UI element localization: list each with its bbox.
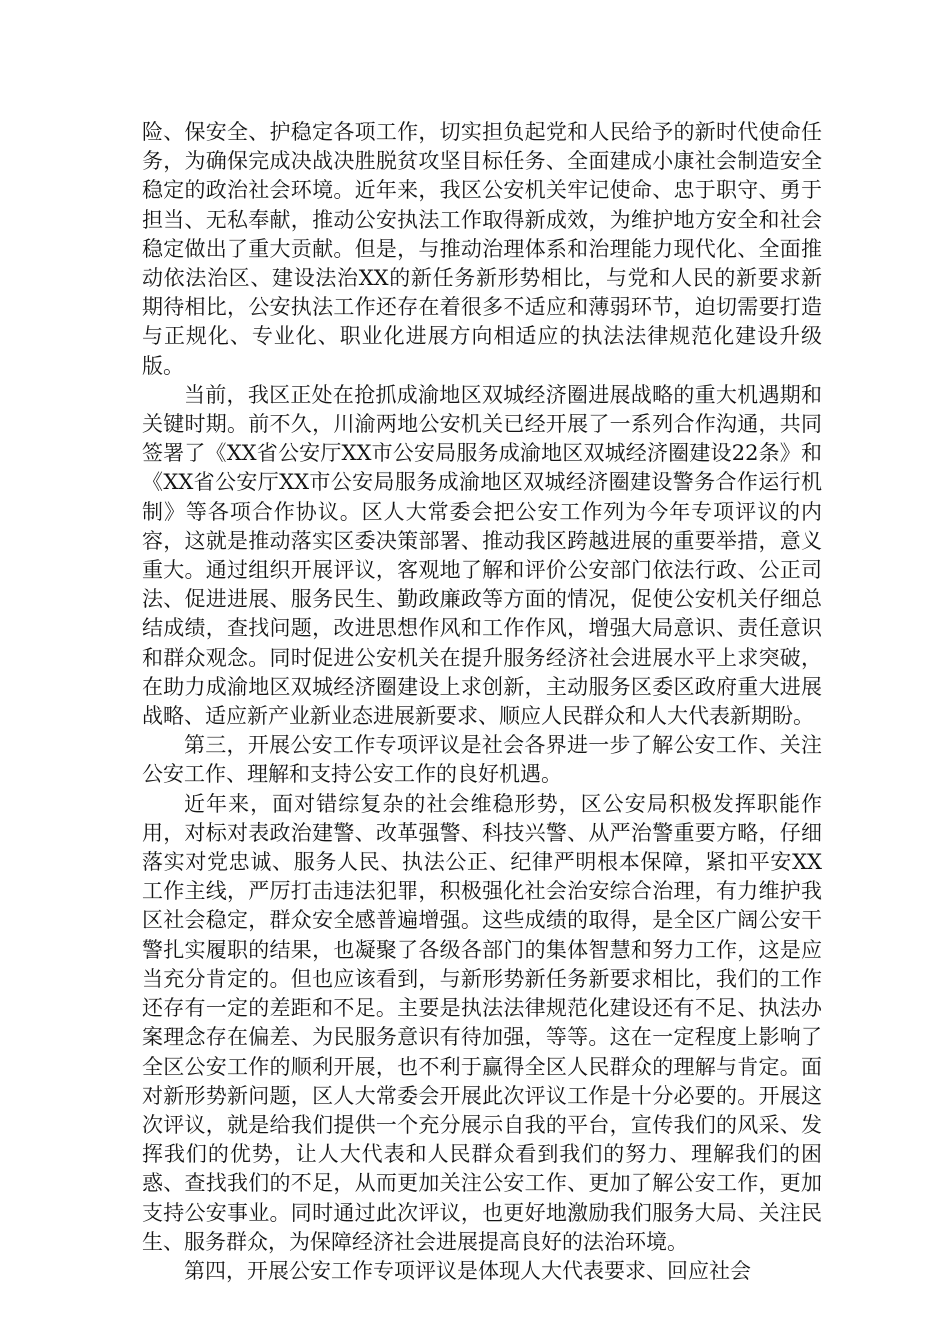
paragraph-1: 险、保安全、护稳定各项工作，切实担负起党和人民给予的新时代使命任务，为确保完成决战决胜脱贫攻坚目标任务、全面建成小康社会制造安全稳定的政治社会环境。近年来，我区公安机关牢记使命、忠于职守、勇于担当、无私奉献，推动公安执法工作取得新成效，为维护地方安全和社会稳定做出了重大贡献。但是，与推动治理体系和治理能力现代化、全面推动依法治区、建设法治XX的新任务新形势相比，与党和人民的新要求新期待相比，公安执法工作还存在着很多不适应和薄弱环节，迫切需要打造与正规化、专业化、职业化进展方向相适应的执法法律规范化建设升级版。 [142, 120, 822, 378]
document-body [142, 118, 822, 1286]
paragraph-3: 第三，开展公安工作专项评议是社会各界进一步了解公安工作、关注公安工作、理解和支持公安工作的良好机遇。 [142, 733, 822, 787]
paragraph-5: 第四，开展公安工作专项评议是体现人大代表要求、回应社会 [184, 1258, 751, 1283]
paragraph-4: 近年来，面对错综复杂的社会维稳形势，区公安局积极发挥职能作用，对标对表政治建警、改革强警、科技兴警、从严治警重要方略，仔细落实对党忠诚、服务人民、执法公正、纪律严明根本保障，紧扣平安XX工作主线，严厉打击违法犯罪，积极强化社会治安综合治理，有力维护我区社会稳定，群众安全感普遍增强。这些成绩的取得，是全区广阔公安干警扎实履职的结果，也凝聚了各级各部门的集体智慧和努力工作，这是应当充分肯定的。但也应该看到，与新形势新任务新要求相比，我们的工作还存有一定的差距和不足。主要是执法法律规范化建设还有不足、执法办案理念存在偏差、为民服务意识有待加强，等等。这在一定程度上影响了全区公安工作的顺利开展，也不利于赢得全区人民群众的理解与肯定。面对新形势新问题，区人大常委会开展此次评议工作是十分必要的。开展这次评议，就是给我们提供一个充分展示自我的平台，宣传我们的风采、发挥我们的优势，让人大代表和人民群众看到我们的努力、理解我们的困惑、查找我们的不足，从而更加关注公安工作、更加了解公安工作，更加支持公安事业。同时通过此次评议，也更好地激励我们服务大局、关注民生、服务群众，为保障经济社会进展提高良好的法治环境。 [142, 791, 822, 1254]
paragraph-2: 当前，我区正处在抢抓成渝地区双城经济圈进展战略的重大机遇期和关键时期。前不久，川渝两地公安机关已经开展了一系列合作沟通，共同签署了《XX省公安厅XX市公安局服务成渝地区双城经济圈建设22条》和《XX省公安厅XX市公安局服务成渝地区双城经济圈建设警务合作运行机制》等各项合作协议。区人大常委会把公安工作列为今年专项评议的内容，这就是推动落实区委决策部署、推动我区跨越进展的重要举措，意义重大。通过组织开展评议，客观地了解和评价公安部门依法行政、公正司法、促进进展、服务民生、勤政廉政等方面的情况，促使公安机关仔细总结成绩，查找问题，改进思想作风和工作作风，增强大局意识、责任意识和群众观念。同时促进公安机关在提升服务经济社会进展水平上求突破，在助力成渝地区双城经济圈建设上求创新，主动服务区委区政府重大进展战略、适应新产业新业态进展新要求、顺应人民群众和人大代表新期盼。 [142, 382, 822, 729]
